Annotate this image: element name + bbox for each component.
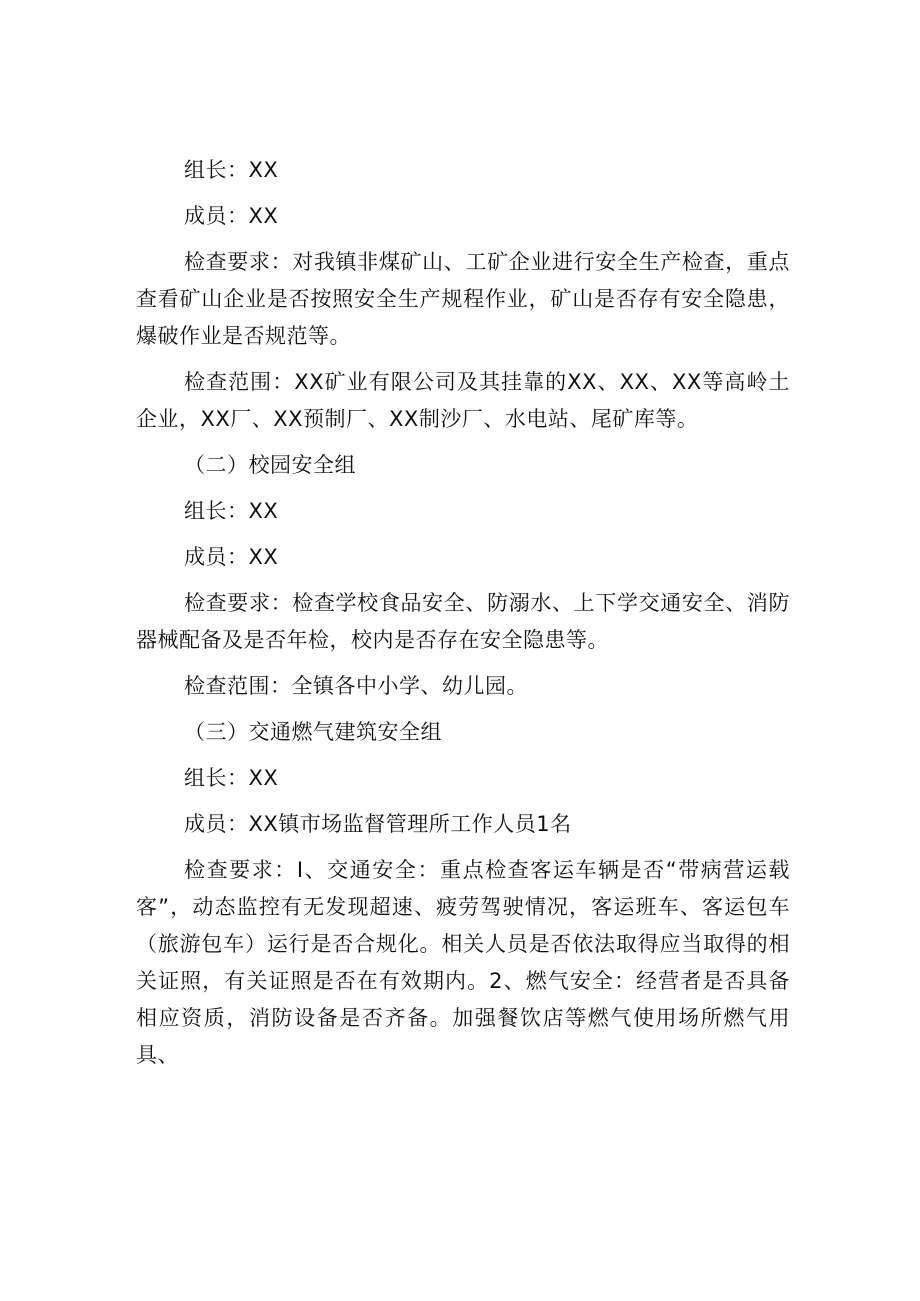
inspection-requirements: 检查要求：对我镇非煤矿山、工矿企业进行安全生产检查，重点查看矿山企业是否按照安全生产规程作业，矿山是否存有安全隐患，爆破作业是否规范等。 (136, 250, 790, 348)
team-members-line: 成员：XX (184, 204, 279, 228)
inspection-requirements: 检查要求：检查学校食品安全、防溺水、上下学交通安全、消防器械配备及是否年检，校内是否存在安全隐患等。 (136, 591, 790, 652)
team-leader-line: 组长：XX (184, 499, 279, 523)
team-leader-line: 组长：XX (184, 766, 279, 790)
section-heading-campus-safety: （二）校园安全组 (184, 453, 356, 477)
inspection-scope: 检查范围：XX矿业有限公司及其挂靠的XX、XX、XX等高岭土企业，XX厂、XX预制厂、XX制沙厂、水电站、尾矿库等。 (136, 370, 790, 431)
inspection-scope: 检查范围：全镇各中小学、幼儿园。 (184, 674, 528, 698)
team-members-line: 成员：XX (184, 545, 279, 569)
inspection-requirements: 检查要求：I、交通安全：重点检查客运车辆是否“带病营运载客”，动态监控有无发现超速、疲劳驾驶情况，客运班车、客运包车（旅游包车）运行是否合规化。相关人员是否依法取得应当取得的相关证照，有关证照是否在有效期内。2、燃气安全：经营者是否具备相应资质，消防设备是否齐备。加强餐饮店等燃气使用场所燃气用具、 (136, 858, 790, 1067)
section-heading-transport-gas-building: （三）交通燃气建筑安全组 (184, 720, 442, 744)
document-body (136, 152, 790, 1083)
team-leader-line: 组长：XX (184, 158, 279, 182)
team-members-line: 成员：XX镇市场监督管理所工作人员1名 (184, 812, 572, 836)
